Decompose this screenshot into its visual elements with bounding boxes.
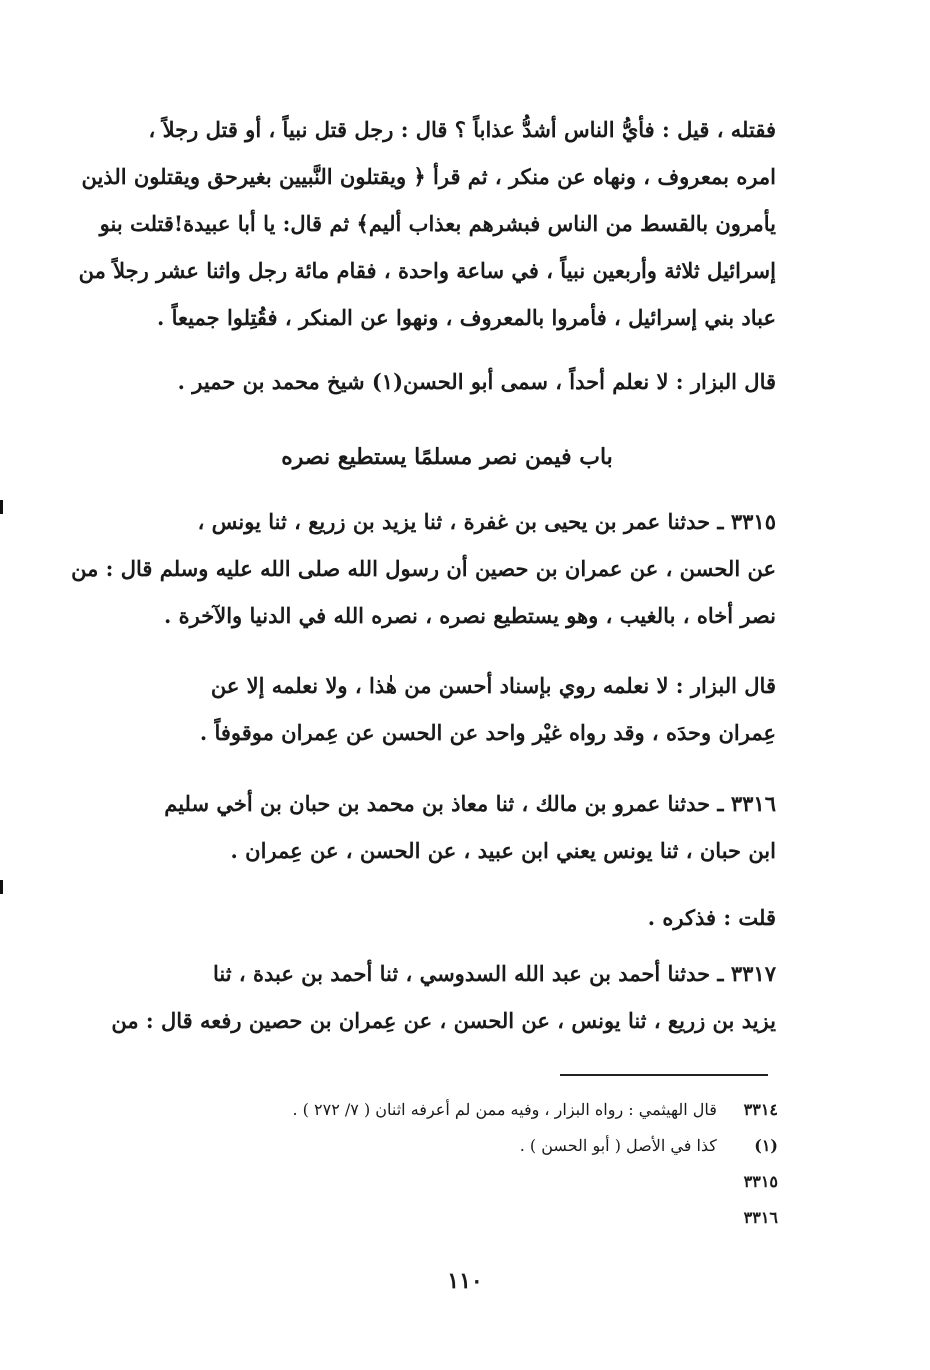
text-line: إسرائيل ثلاثة وأربعين نبياً ، في ساعة واحدة ، فقام مائة رجل واثنا عشر رجلاً من: [78, 258, 776, 283]
text-line: عِمران وحدَه ، وقد رواه غيْر واحد عن الحسن عن عِمران موقوفاً .: [199, 720, 776, 745]
text-line: قلت : فذكره .: [647, 905, 776, 930]
text-line: ابن حبان ، ثنا يونس يعني ابن عبيد ، عن الحسن ، عن عِمران .: [230, 838, 776, 863]
paragraph-bazzar-comment-2: [118, 662, 776, 756]
scan-edge-mark: [0, 500, 3, 514]
footnote-text: كذا في الأصل ( أبو الحسن ) .: [519, 1136, 717, 1155]
text-line: امره بمعروف ، ونهاه عن منكر ، ثم قرأ ﴿ ويقتلون النَّبيين بغيرحق ويقتلون الذين: [81, 164, 776, 189]
footnote-row: [220, 1200, 778, 1236]
text-line: ٣٣١٧ ـ حدثنا أحمد بن عبد الله السدوسي ، ثنا أحمد بن عبدة ، ثنا: [212, 961, 776, 986]
footnote-number: ٣٣١٦: [743, 1208, 778, 1227]
footnote-row: [220, 1164, 778, 1200]
text-line: ٣٣١٦ ـ حدثنا عمرو بن مالك ، ثنا معاذ بن محمد بن حبان بن أخي سليم: [164, 791, 776, 816]
text-line: قال البزار : لا نعلمه روي بإسناد أحسن من هٰذا ، ولا نعلمه إلا عن: [210, 673, 776, 698]
footnote-number: ٣٣١٥: [743, 1172, 778, 1191]
text-line: نصر أخاه ، بالغيب ، وهو يستطيع نصره ، نصره الله في الدنيا والآخرة .: [164, 603, 776, 628]
paragraph-hadith-3317: [111, 950, 776, 1044]
footnote-number: ٣٣١٤: [743, 1100, 778, 1119]
paragraph-author-note: [118, 894, 776, 941]
footnotes: [220, 1092, 778, 1236]
footnote-separator: [560, 1074, 768, 1076]
paragraph-hadith-continuation: [78, 106, 776, 341]
text-line: ٣٣١٥ ـ حدثنا عمر بن يحيى بن غفرة ، ثنا يزيد بن زريع ، ثنا يونس ،: [197, 509, 776, 534]
footnote-row: [220, 1128, 778, 1164]
text-line: قال البزار : لا نعلم أحداً ، سمى أبو الحسن(١) شيخ محمد بن حمير .: [177, 369, 776, 394]
footnote-number: (١): [754, 1136, 778, 1155]
text-line: يأمرون بالقسط من الناس فبشرهم بعذاب أليم﴾ ثم قال: يا أبا عبيدة!قتلت بنو: [99, 211, 776, 236]
text-line: عن الحسن ، عن عمران بن حصين أن رسول الله صلى الله عليه وسلم قال : من: [71, 556, 776, 581]
text-line: يزيد بن زريع ، ثنا يونس ، عن الحسن ، عن عِمران بن حصين رفعه قال : من: [111, 1008, 776, 1033]
scan-edge-mark: [0, 880, 3, 894]
footnote-row: [220, 1092, 778, 1128]
footnote-text: قال الهيثمي : رواه البزار ، وفيه ممن لم أعرفه اثنان ( ٧/ ٢٧٢ ) .: [292, 1100, 717, 1119]
text-line: فقتله ، قيل : فأيُّ الناس أشدُّ عذاباً ؟ قال : رجل قتل نبياً ، أو قتل رجلاً ،: [148, 117, 776, 142]
paragraph-hadith-3316: [118, 780, 776, 874]
paragraph-bazzar-comment-1: [118, 358, 776, 405]
page-number: ١١٠: [447, 1268, 483, 1294]
text-line: عباد بني إسرائيل ، فأمروا بالمعروف ، ونهوا عن المنكر ، فقُتِلوا جميعاً .: [157, 305, 776, 330]
chapter-heading: باب فيمن نصر مسلمًا يستطيع نصره: [281, 444, 613, 470]
paragraph-hadith-3315: [71, 498, 776, 639]
